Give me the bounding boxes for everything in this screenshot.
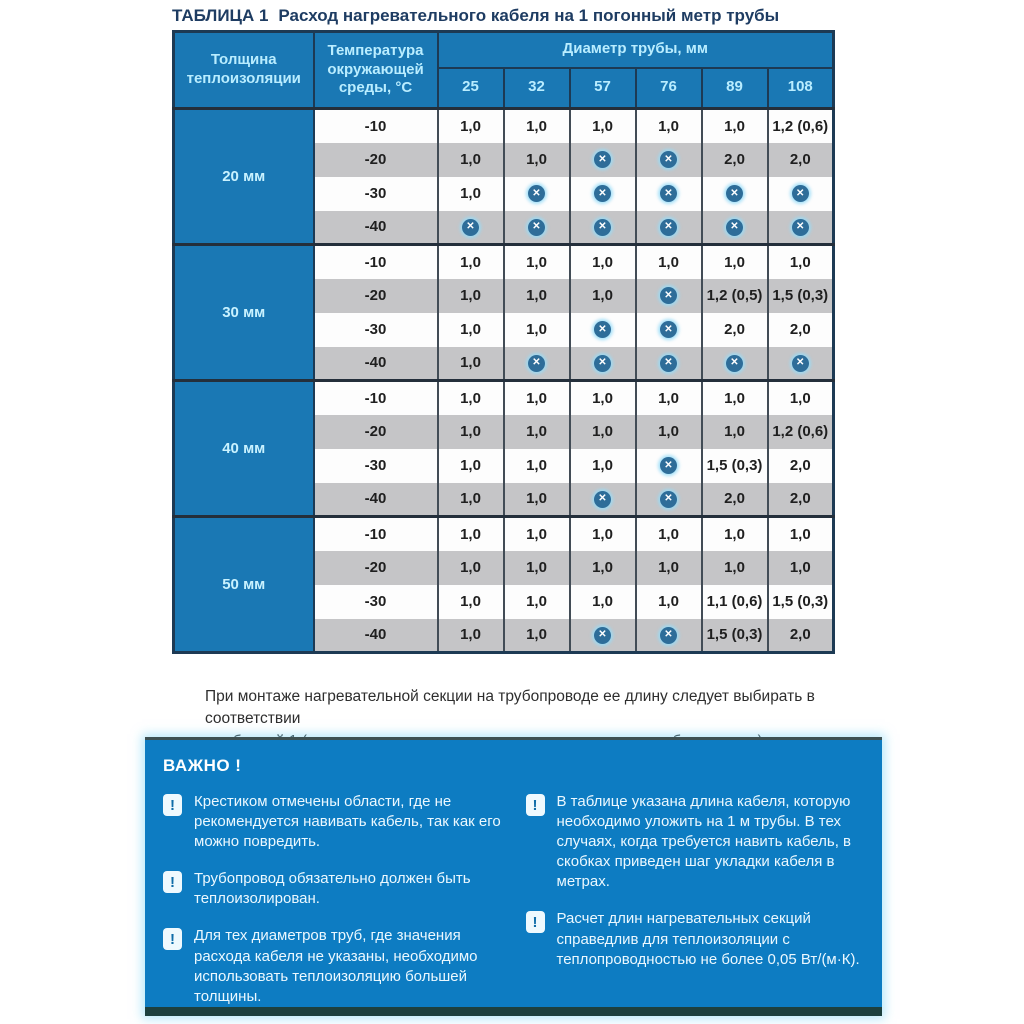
temperature-cell: -20 [314, 143, 438, 177]
value-cell-not-recommended [570, 177, 636, 211]
page-title [172, 6, 872, 26]
value-cell-not-recommended [636, 347, 702, 381]
cross-icon: ✕ [660, 219, 677, 236]
value-cell: 2,0 [768, 619, 834, 653]
table-row [174, 381, 834, 415]
temperature-cell: -10 [314, 381, 438, 415]
mounting-note-line: При монтаже нагревательной секции на трубопроводе ее длину следует выбирать в соответствии [205, 688, 815, 728]
value-cell: 1,5 (0,3) [702, 619, 768, 653]
value-cell: 1,0 [438, 415, 504, 449]
value-cell: 1,0 [504, 483, 570, 517]
temperature-cell: -20 [314, 551, 438, 585]
value-cell: 1,0 [438, 619, 504, 653]
cross-icon: ✕ [594, 491, 611, 508]
value-cell: 1,0 [636, 109, 702, 143]
table-row [174, 109, 834, 143]
header-insulation-thickness: Толщина теплоизоляции [174, 32, 314, 109]
exclamation-icon: ! [163, 794, 182, 816]
important-bullet-text: Для тех диаметров труб, где значения расхода кабеля не указаны, необходимо использовать теплоизоляцию большей толщины. [194, 927, 478, 1005]
value-cell: 1,5 (0,3) [702, 449, 768, 483]
cross-icon: ✕ [660, 287, 677, 304]
value-cell-not-recommended [570, 143, 636, 177]
exclamation-icon: ! [526, 911, 545, 933]
cross-icon: ✕ [726, 219, 743, 236]
cross-icon: ✕ [792, 219, 809, 236]
temperature-cell: -10 [314, 109, 438, 143]
important-heading: ВАЖНО ! [163, 756, 242, 775]
value-cell: 1,0 [438, 279, 504, 313]
value-cell: 1,0 [504, 517, 570, 551]
header-diameter-25: 25 [438, 68, 504, 109]
cross-icon: ✕ [660, 185, 677, 202]
important-bullet [163, 792, 502, 852]
cross-icon: ✕ [660, 355, 677, 372]
value-cell: 1,0 [504, 109, 570, 143]
value-cell-not-recommended [636, 177, 702, 211]
header-diameter-76: 76 [636, 68, 702, 109]
value-cell: 1,0 [438, 449, 504, 483]
value-cell: 1,0 [702, 109, 768, 143]
value-cell-not-recommended [636, 143, 702, 177]
value-cell: 1,0 [768, 517, 834, 551]
value-cell: 1,2 (0,5) [702, 279, 768, 313]
cross-icon: ✕ [594, 627, 611, 644]
thickness-cell: 50 мм [174, 517, 314, 653]
value-cell: 1,0 [504, 551, 570, 585]
temperature-cell: -30 [314, 177, 438, 211]
temperature-cell: -30 [314, 449, 438, 483]
value-cell: 2,0 [768, 483, 834, 517]
cross-icon: ✕ [462, 219, 479, 236]
value-cell: 2,0 [702, 313, 768, 347]
value-cell: 1,0 [702, 381, 768, 415]
temperature-cell: -40 [314, 347, 438, 381]
value-cell-not-recommended [504, 347, 570, 381]
value-cell: 1,0 [570, 449, 636, 483]
value-cell: 2,0 [702, 483, 768, 517]
temperature-cell: -20 [314, 415, 438, 449]
value-cell: 1,0 [636, 517, 702, 551]
value-cell: 1,0 [570, 279, 636, 313]
value-cell-not-recommended [768, 347, 834, 381]
value-cell: 1,0 [438, 347, 504, 381]
table-number-label: ТАБЛИЦА 1 [172, 6, 269, 25]
cross-icon: ✕ [528, 219, 545, 236]
value-cell: 1,2 (0,6) [768, 109, 834, 143]
value-cell: 1,0 [702, 517, 768, 551]
value-cell: 1,0 [702, 551, 768, 585]
value-cell: 1,0 [504, 415, 570, 449]
exclamation-icon: ! [163, 871, 182, 893]
value-cell: 1,0 [504, 245, 570, 279]
temperature-cell: -40 [314, 619, 438, 653]
cross-icon: ✕ [660, 457, 677, 474]
value-cell: 2,0 [768, 143, 834, 177]
value-cell: 1,0 [504, 143, 570, 177]
cross-icon: ✕ [792, 185, 809, 202]
value-cell-not-recommended [570, 483, 636, 517]
value-cell: 1,1 (0,6) [702, 585, 768, 619]
header-diameter-89: 89 [702, 68, 768, 109]
value-cell: 1,0 [504, 279, 570, 313]
important-bullet [526, 792, 865, 892]
cross-icon: ✕ [594, 355, 611, 372]
header-pipe-diameter: Диаметр трубы, мм [438, 32, 834, 68]
value-cell-not-recommended [570, 313, 636, 347]
table-title-text: Расход нагревательного кабеля на 1 погонный метр трубы [278, 6, 780, 25]
value-cell-not-recommended [504, 177, 570, 211]
value-cell: 1,0 [636, 551, 702, 585]
value-cell-not-recommended [570, 619, 636, 653]
value-cell: 1,0 [636, 415, 702, 449]
cross-icon: ✕ [594, 321, 611, 338]
value-cell: 2,0 [768, 313, 834, 347]
important-bullet-text: Трубопровод обязательно должен быть теплоизолирован. [194, 870, 471, 908]
value-cell: 1,0 [438, 517, 504, 551]
cross-icon: ✕ [660, 491, 677, 508]
value-cell: 1,5 (0,3) [768, 279, 834, 313]
value-cell: 1,0 [768, 551, 834, 585]
cross-icon: ✕ [594, 185, 611, 202]
value-cell-not-recommended [570, 347, 636, 381]
temperature-cell: -40 [314, 483, 438, 517]
value-cell: 1,0 [702, 415, 768, 449]
important-box [145, 737, 882, 1016]
cross-icon: ✕ [792, 355, 809, 372]
value-cell: 2,0 [768, 449, 834, 483]
value-cell-not-recommended [570, 211, 636, 245]
value-cell: 1,0 [636, 585, 702, 619]
temperature-cell: -40 [314, 211, 438, 245]
important-left-column [163, 792, 502, 1024]
cross-icon: ✕ [594, 219, 611, 236]
value-cell: 1,0 [570, 551, 636, 585]
important-bullet-text: Расчет длин нагревательных секций справедлив для теплоизоляции с теплопроводностью не более 0,05 Вт/(м·К). [556, 910, 860, 968]
exclamation-icon: ! [163, 928, 182, 950]
header-diameter-32: 32 [504, 68, 570, 109]
value-cell: 1,0 [636, 381, 702, 415]
cross-icon: ✕ [594, 151, 611, 168]
value-cell-not-recommended [768, 177, 834, 211]
value-cell: 1,0 [504, 313, 570, 347]
cable-consumption-table-wrap [172, 30, 835, 654]
exclamation-icon: ! [526, 794, 545, 816]
header-ambient-temperature: Температура окружающей среды, °С [314, 32, 438, 109]
value-cell-not-recommended [438, 211, 504, 245]
value-cell-not-recommended [702, 211, 768, 245]
value-cell: 1,2 (0,6) [768, 415, 834, 449]
cross-icon: ✕ [660, 627, 677, 644]
important-bullet [163, 869, 502, 909]
value-cell: 1,0 [636, 245, 702, 279]
cross-icon: ✕ [660, 151, 677, 168]
cross-icon: ✕ [528, 355, 545, 372]
value-cell-not-recommended [636, 449, 702, 483]
value-cell: 1,0 [570, 517, 636, 551]
value-cell: 1,0 [504, 381, 570, 415]
value-cell: 1,0 [768, 245, 834, 279]
cross-icon: ✕ [726, 355, 743, 372]
value-cell: 1,0 [438, 483, 504, 517]
value-cell-not-recommended [636, 279, 702, 313]
table-row [174, 517, 834, 551]
value-cell: 1,0 [438, 551, 504, 585]
value-cell-not-recommended [504, 211, 570, 245]
temperature-cell: -10 [314, 517, 438, 551]
important-bullet-text: Крестиком отмечены области, где не рекомендуется навивать кабель, так как его можно повредить. [194, 793, 501, 851]
value-cell-not-recommended [702, 177, 768, 211]
important-right-column [526, 792, 865, 1024]
value-cell: 1,0 [438, 143, 504, 177]
value-cell: 1,0 [438, 109, 504, 143]
value-cell: 1,0 [504, 619, 570, 653]
value-cell-not-recommended [636, 619, 702, 653]
value-cell-not-recommended [636, 483, 702, 517]
value-cell: 2,0 [702, 143, 768, 177]
thickness-cell: 20 мм [174, 109, 314, 245]
value-cell: 1,0 [570, 381, 636, 415]
header-diameter-57: 57 [570, 68, 636, 109]
value-cell-not-recommended [636, 313, 702, 347]
cross-icon: ✕ [528, 185, 545, 202]
important-bullet-text: В таблице указана длина кабеля, которую необходимо уложить на 1 м трубы. В тех случаях, когда требуется навить кабель, в скобках приведен шаг укладки кабеля в метрах. [556, 793, 852, 891]
value-cell: 1,0 [438, 177, 504, 211]
value-cell: 1,5 (0,3) [768, 585, 834, 619]
thickness-cell: 30 мм [174, 245, 314, 381]
cable-consumption-table [172, 30, 835, 654]
table-row [174, 245, 834, 279]
cross-icon: ✕ [726, 185, 743, 202]
value-cell-not-recommended [702, 347, 768, 381]
thickness-cell: 40 мм [174, 381, 314, 517]
header-diameter-108: 108 [768, 68, 834, 109]
temperature-cell: -30 [314, 313, 438, 347]
value-cell: 1,0 [438, 313, 504, 347]
temperature-cell: -10 [314, 245, 438, 279]
temperature-cell: -30 [314, 585, 438, 619]
value-cell: 1,0 [504, 449, 570, 483]
value-cell-not-recommended [636, 211, 702, 245]
value-cell: 1,0 [570, 109, 636, 143]
value-cell: 1,0 [570, 245, 636, 279]
temperature-cell: -20 [314, 279, 438, 313]
value-cell: 1,0 [438, 585, 504, 619]
value-cell: 1,0 [570, 585, 636, 619]
value-cell: 1,0 [438, 381, 504, 415]
value-cell: 1,0 [438, 245, 504, 279]
important-bullet [526, 909, 865, 969]
value-cell: 1,0 [768, 381, 834, 415]
value-cell: 1,0 [570, 415, 636, 449]
value-cell: 1,0 [702, 245, 768, 279]
cross-icon: ✕ [660, 321, 677, 338]
value-cell-not-recommended [768, 211, 834, 245]
important-bullet [163, 926, 502, 1006]
value-cell: 1,0 [504, 585, 570, 619]
